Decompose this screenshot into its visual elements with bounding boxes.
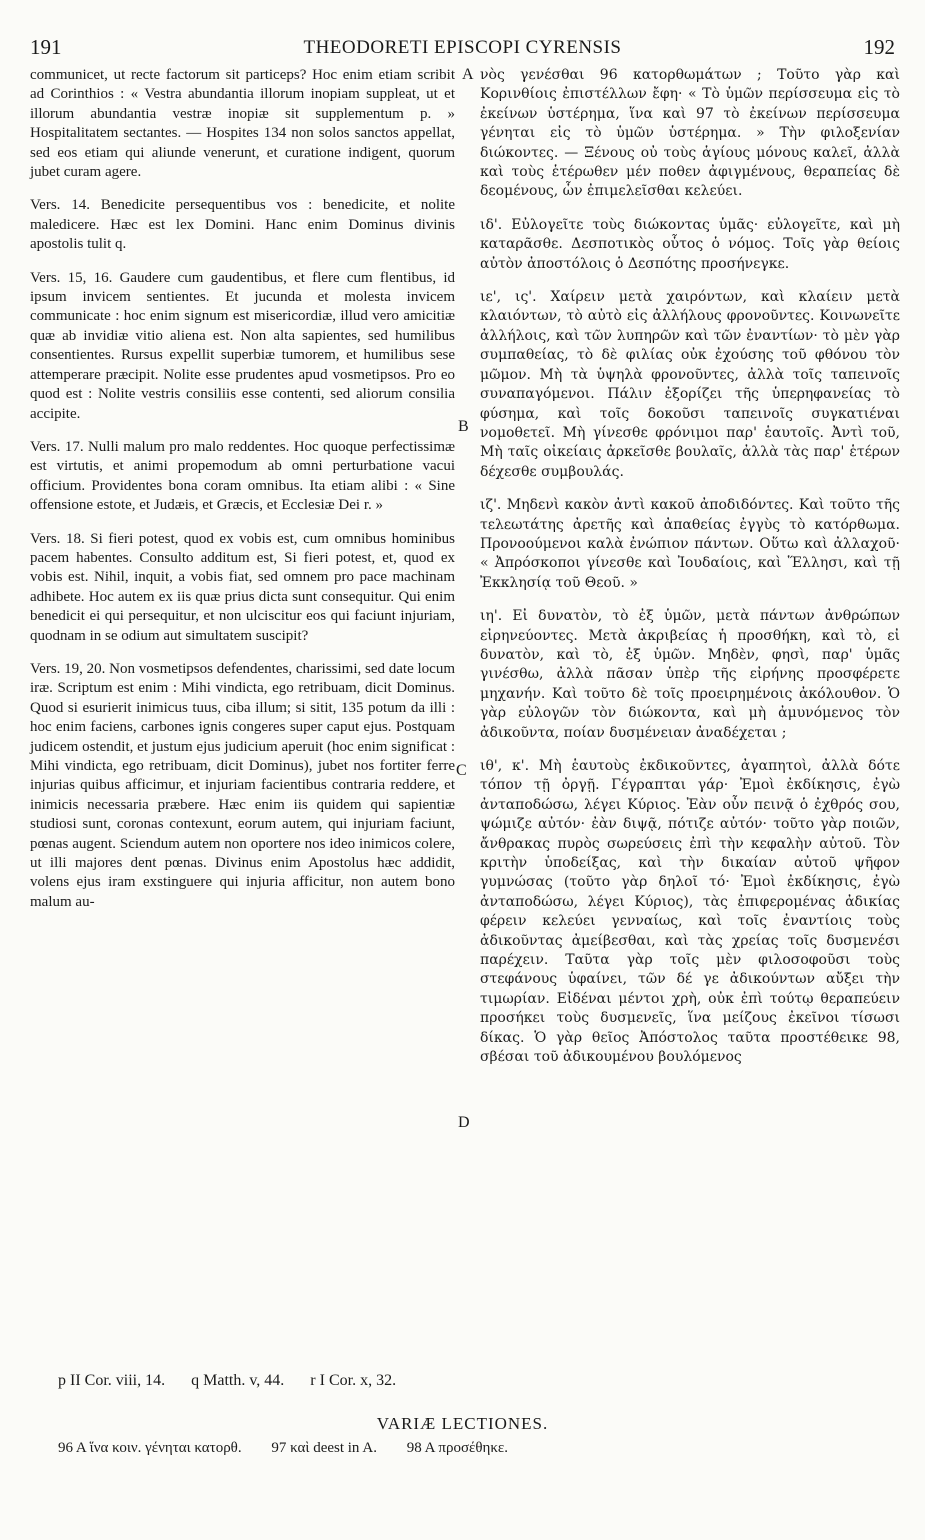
greek-paragraph: νὸς γενέσθαι 96 κατορθωμάτων ; Τοῦτο γὰρ καὶ Κορινθίοις ἐπιστέλλων ἔφη· « Τὸ ὑμῶν περίσσευμα εἰς τὸ ἐκείνων ὑστέρημα, ἵνα καὶ 97 τὸ ἐκείνων περίσσευμα γένηται εἰς τὸ ὑμῶν ὑστέρημα. » Τὴν φιλοξενίαν διώκοντες. — Ξένους οὐ τοὺς ἁγίους μόνους καλεῖ, ἀλλὰ καὶ τοὺς ἑτέρωθεν μέν ποθεν ἀφιγμένους, θεραπείας δὲ δεομένους, ὧν ἐπιμελεῖσθαι κελεύει. — [480, 67, 900, 200]
variae-lectiones — [58, 1440, 534, 1457]
latin-paragraph: Vers. 18. Si fieri potest, quod ex vobis est, cum omnibus hominibus pacem habentes. Consulto additum est, Si fieri potest, et, quod ex vobis est. Nihil, inquit, a vobis fiat, sed omnem pro pace machinam adhibete. Hoc autem ex iis quæ prius dicta sunt consequitur. Qui enim benedicit ei qui persequitur, et non ulciscitur eos qui faciunt injuriam, quodnam in se odium aut simultatem suscipit? — [30, 530, 455, 644]
variae-lectiones-title: VARIÆ LECTIONES. — [376, 1414, 549, 1433]
latin-paragraph: Vers. 17. Nulli malum pro malo reddentes. Hoc quoque perfectissimæ est virtutis, et animi propemodum ab omni perturbatione vacui officium. Providentes bona coram omnibus. Ita etiam alibi : « Sine offensione estote, et Judæis, et Græcis, et Ecclesiæ Dei r. » — [30, 438, 455, 514]
latin-paragraph: Vers. 15, 16. Gaudere cum gaudentibus, et flere cum flentibus, id ipsum invicem sentientes. Et jucunda et molesta invicem communicate : hoc enim signum est misericordiæ, illud vero amicitiæ quæ ab invidiæ vitio aliena est. Non alta sapientes, sed humilibus consentientes. Rursus expellit superbiæ tumorem, et humilibus sese attemperare præcipit. Nolite esse prudentes apud vosmetipsos. Pro eo quod est : Nolite vestris consiliis esse contenti, sed aliorum consilia accipite. — [30, 269, 455, 422]
margin-letter-b: B — [458, 418, 469, 435]
right-page-number: 192 — [863, 35, 895, 59]
left-page-number: 191 — [30, 35, 62, 59]
margin-letter-a: A — [462, 66, 474, 83]
margin-letter-c: C — [456, 762, 467, 779]
latin-paragraph: communicet, ut recte factorum sit particeps? Hoc enim etiam scribit ad Corinthios : « Vestra abundantia illorum inopiam suppleat, ut et illorum abundantia vestræ inopiæ sit supplementum p. » Hospitalitatem sectantes. — Hospites 134 non solos sanctos appellat, sed eos etiam qui aliunde venerunt, et curatione indigent, quorum jubet curam agere. — [30, 67, 455, 181]
greek-paragraph: ιζ'. Μηδενὶ κακὸν ἀντὶ κακοῦ ἀποδιδόντες. Καὶ τοῦτο τῆς τελεωτάτης ἀρετῆς καὶ ἀπαθείας ἐγγὺς τὸ κατόρθωμα. Προνοούμενοι καλὰ ἐνώπιον πάντων. Οὕτω καὶ ἀλλαχοῦ· « Ἀπρόσκοποι γίνεσθε καὶ Ἰουδαίοις, καὶ Ἕλλησι, καὶ τῇ Ἐκκλησίᾳ τοῦ Θεοῦ. » — [480, 497, 900, 591]
greek-paragraph: ιη'. Εἰ δυνατὸν, τὸ ἐξ ὑμῶν, μετὰ πάντων ἀνθρώπων εἰρηνεύοντες. Μετὰ ἀκριβείας ἡ προσθήκη, καὶ τὸ, εἰ δυνατὸν, καὶ τὸ, ἐξ ὑμῶν. Μηδὲν, φησὶ, παρ' ὑμᾶς γινέσθω, ἀλλὰ πᾶσαν ὑπὲρ τῆς εἰρήνης προσφέρετε μηχανήν. Καὶ τοῦτο δὲ τοῖς προειρημένοις ἀκόλουθον. Ὁ γὰρ εὐλογῶν τὸν διώκοντα, καὶ μὴ ἀμυνόμενος τὸν ἀδικοῦντα, ποίαν δυσμένειαν ἀναδέχεται ; — [480, 608, 900, 741]
greek-paragraph: ιθ', κ'. Μὴ ἑαυτοὺς ἐκδικοῦντες, ἀγαπητοὶ, ἀλλὰ δότε τόπον τῇ ὀργῇ. Γέγραπται γάρ· Ἐμοὶ ἐκδίκησις, ἐγὼ ἀνταποδώσω, λέγει Κύριος. Ἐὰν οὖν πεινᾷ ὁ ἐχθρός σου, ψώμιζε αὐτόν· ἐὰν διψᾷ, πότιζε αὐτόν· τοῦτο γὰρ ποιῶν, ἄνθρακας πυρὸς σωρεύσεις ἐπὶ τὴν κεφαλὴν αὐτοῦ. Τὸν κριτὴν ὑποδείξας, καὶ τὴν δικαίαν αὐτοῦ ψῆφον γυμνώσας (τοῦτο γὰρ δηλοῖ τό· Ἐμοὶ ἐκδίκησις, ἐγὼ ἀνταποδώσω, λέγει Κύριος), τὰς ἐπιφερομένας ἀδικίας φέρειν κελεύει γενναίως, καὶ τοῖς ἐναντίοις τοὺς ἀδικοῦντας ἀμείβεσθαι, καὶ τὰς χρείας τοῖς δυσμενέσι παρέχειν. Ταῦτα γὰρ τοῖς μὲν φιλοσοφοῦσι τοὺς στεφάνους ὑφαίνει, τῶν δέ γε ἀδικούντων αὔξει τὴν τιμωρίαν. Εἰδέναι μέντοι χρὴ, οὐκ ἐπὶ τούτῳ θεραπεύειν προσήκει τοὺς δυσμενεῖς, ἵνα μείζους ἐκεῖνοι τίσωσι δίκας. Ὁ γὰρ θεῖος Ἀπόστολος ταῦτα προστέθεικε 98, σβέσαι τοῦ ἀδικουμένου βουλόμενος — [480, 758, 900, 1066]
greek-paragraph: ιε', ις'. Χαίρειν μετὰ χαιρόντων, καὶ κλαίειν μετὰ κλαιόντων, τὸ αὐτὸ εἰς ἀλλήλους φρονοῦντες. Κοινωνεῖτε ἀλλήλοις, καὶ τῶν λυπηρῶν καὶ τῶν ἐναντίων· τὸ μὲν γὰρ συμπαθείας, τὸ δὲ φιλίας οὐκ ἐχούσης τοῦ φθόνου τὸν μῶμον. Μὴ τὰ ὑψηλὰ φρονοῦντες, ἀλλὰ τοῖς ταπεινοῖς συναπαγόμενοι. Πάλιν ἐξορίζει τῆς ὑπερηφανείας τὸ φύσημα, καὶ τοῖς δοκοῦσι ταπεινοῖς συγκατιέναι νομοθετεῖ. Μὴ γίνεσθε φρόνιμοι παρ' ἑαυτοῖς. Ἀντὶ τοῦ, Μὴ ταῖς οἰκείαις ἀρκεῖσθε βουλαῖς, ἀλλὰ τὰς παρ' ἑτέρων δέχεσθε συμβουλάς. — [480, 289, 900, 480]
scripture-footnotes — [58, 1372, 418, 1390]
latin-paragraph: Vers. 19, 20. Non vosmetipsos defendentes, charissimi, sed date locum iræ. Scriptum est enim : Mihi vindicta, ego retribuam, dicit Dominus. Quod si esurierit inimicus tuus, ciba illum; si sitit, 135 potum da illi : hoc enim faciens, carbones ignis congeres super caput ejus. Postquam judicem ostendit, et justum ejus judicium aperuit (hoc enim significat : Mihi vindicta, ego retribuam, dicit Dominus), jubet nos fortiter ferre injurias quibus afficimur, et injuriam facientibus contraria reddere, et inimicis necessaria præbere. Hæc enim iis quidem qui sapientiæ studiosi sunt, coronas contexunt, eorum autem, qui injuriam faciunt, pœnas augent. Sciendum autem non oportere nos ideo inimicos colere, ut illi majores dent pœnas. Divinus enim Apostolus hæc addidit, volens ejus iram exstinguere qui injuria afficitur, non autem bono malum au- — [30, 660, 455, 910]
latin-column — [30, 66, 455, 912]
footnote: p II Cor. viii, 14. — [58, 1372, 166, 1389]
running-title: THEODORETI EPISCOPI CYRENSIS — [303, 37, 622, 58]
greek-column — [480, 66, 900, 1068]
footnote: r I Cor. x, 32. — [310, 1372, 397, 1389]
running-header — [30, 35, 895, 65]
variant-reading: 97 καὶ deest in A. — [271, 1440, 377, 1456]
footnote: q Matth. v, 44. — [191, 1372, 285, 1389]
greek-paragraph: ιδ'. Εὐλογεῖτε τοὺς διώκοντας ὑμᾶς· εὐλογεῖτε, καὶ μὴ καταρᾶσθε. Δεσποτικὸς οὗτος ὁ νόμος. Τοῖς γὰρ θείοις αὐτὸν ἀποστόλοις ὁ Δεσπότης προσήνεγκε. — [480, 216, 900, 272]
variant-reading: 98 A προσέθηκε. — [406, 1440, 508, 1456]
margin-letter-d: D — [458, 1114, 470, 1131]
variant-reading: 96 A ἵνα κοιν. γένηται κατορθ. — [58, 1440, 242, 1456]
latin-paragraph: Vers. 14. Benedicite persequentibus vos : benedicite, et nolite maledicere. Hæc est lex Domini. Hanc enim Dominus divinis apostolis tulit q. — [30, 197, 455, 253]
